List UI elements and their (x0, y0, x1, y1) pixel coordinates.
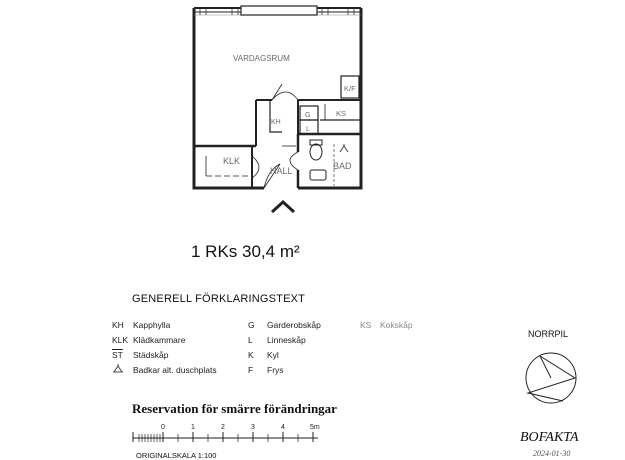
north-label: NORRPIL (528, 329, 569, 339)
room-label-g: G (305, 112, 311, 119)
legend-code-l: L (248, 335, 253, 345)
legend-label-st: Städskåp (133, 350, 169, 360)
scale-tick-5: 5m (310, 424, 320, 431)
legend-code-g: G (248, 320, 255, 330)
room-label-l: L (306, 126, 310, 133)
scale-tick-4: 4 (281, 424, 285, 431)
legend-code-kh: KH (112, 320, 124, 330)
reservation-note: Reservation för smärre förändringar (132, 401, 337, 416)
legend-code-k: K (248, 350, 254, 360)
legend-label-ks: Kokskåp (380, 320, 413, 330)
legend-label-f: Frys (267, 365, 284, 375)
legend-label-kh: Kapphylla (133, 320, 171, 330)
room-label-klk: KLK (223, 156, 241, 166)
legend-code-klk: KLK (112, 335, 129, 345)
legend-label-l: Linneskåp (267, 335, 306, 345)
compass-arrow-icon (526, 353, 576, 403)
legend-code-ks: KS (360, 320, 372, 330)
legend-label-klk: Klädkammare (133, 335, 186, 345)
room-label-bad: BAD (333, 161, 352, 171)
legend-heading: GENERELL FÖRKLARINGSTEXT (132, 293, 306, 305)
room-label-kf: K/F (344, 84, 356, 93)
scale-tick-3: 3 (251, 424, 255, 431)
brand-name: BOFAKTA (520, 430, 579, 445)
scale-tick-0: 0 (161, 424, 165, 431)
scale-label: ORIGINALSKALA 1:100 (136, 451, 217, 460)
brand-date: 2024-01-30 (533, 449, 571, 458)
legend-label-g: Garderobskåp (267, 320, 321, 330)
scale-bar (133, 432, 318, 442)
scale-tick-1: 1 (191, 424, 195, 431)
room-label-hall: HALL (270, 166, 293, 176)
legend-code-f: F (248, 365, 254, 375)
scale-tick-2: 2 (221, 424, 225, 431)
legend-label-bath: Badkar alt. duschplats (133, 365, 217, 375)
legend-code-st: $\overline{ST}$ (112, 350, 123, 360)
room-label-living: VARDAGSRUM (233, 54, 290, 63)
legend-label-k: Kyl (267, 350, 279, 360)
room-label-ks: KS (336, 109, 347, 118)
room-label-kh: KH (271, 119, 281, 126)
bath-shower-icon (113, 364, 123, 372)
apartment-summary: 1 RKs 30,4 m² (191, 242, 300, 261)
